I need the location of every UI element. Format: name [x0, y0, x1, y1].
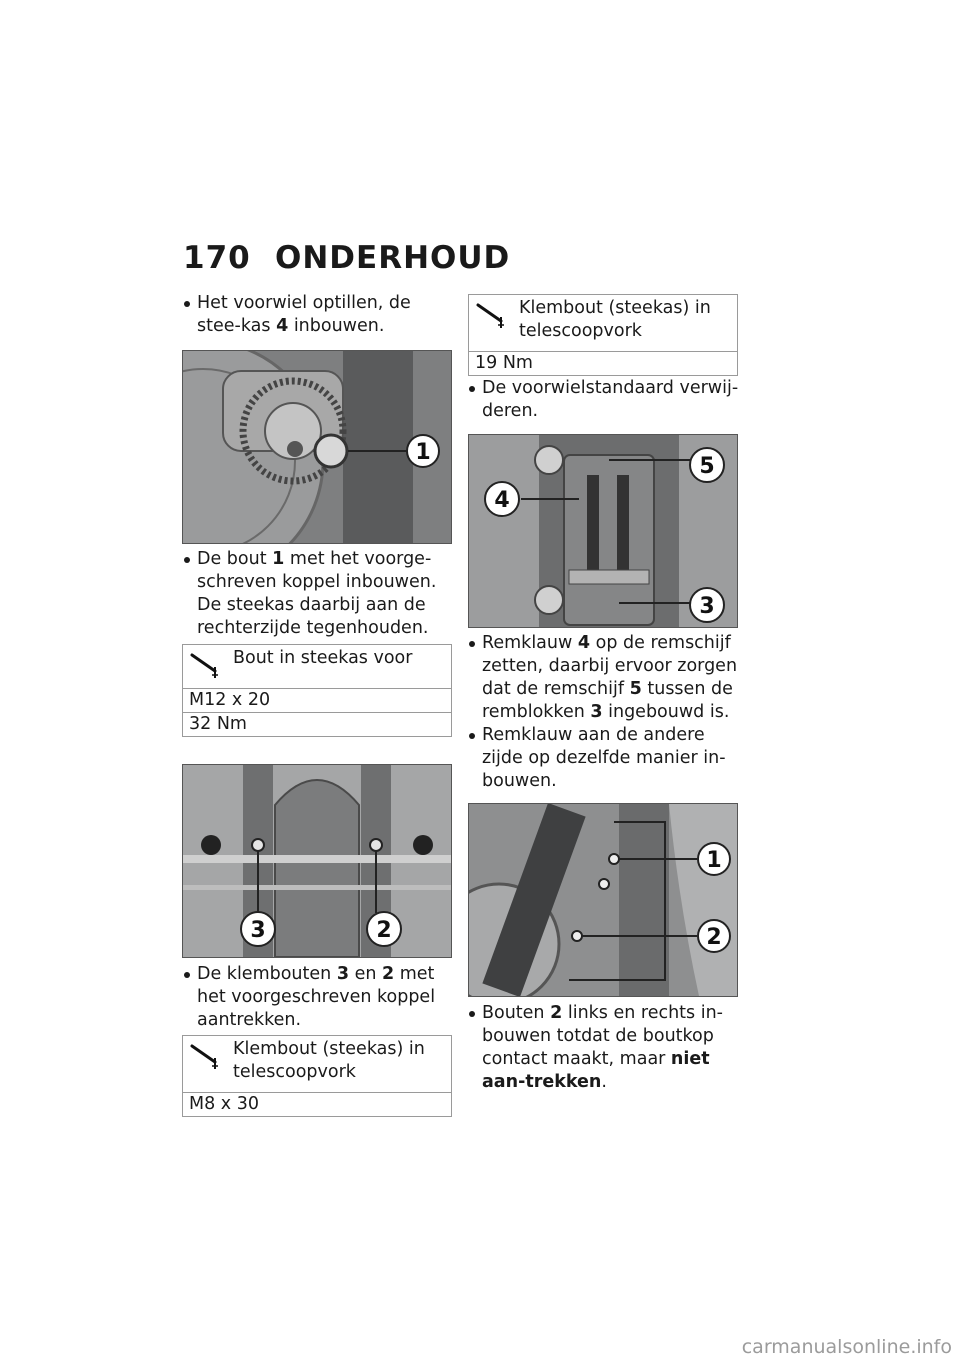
callout-label: 3 — [699, 594, 715, 619]
instruction-bullet: Het voorwiel optillen, de stee-kas 4 inbouwen. — [183, 292, 455, 338]
page-title: ONDERHOUD — [275, 240, 511, 276]
torque-spec-table — [182, 644, 452, 737]
figure-fork-bolts — [468, 803, 738, 997]
figure-axle-bolt — [182, 350, 452, 544]
wrench-icon — [189, 1042, 223, 1070]
callout-label: 1 — [706, 848, 722, 873]
torque-spec-table — [468, 294, 738, 376]
spec-torque: 19 Nm — [475, 353, 533, 373]
torque-spec-table — [182, 1035, 452, 1117]
instruction-bullet: Remklauw aan de andere zijde op dezelfde manier in-bouwen. — [468, 724, 740, 793]
callout-label: 4 — [494, 488, 510, 513]
spec-size: M12 x 20 — [183, 689, 451, 713]
page-number: 170 — [183, 240, 251, 276]
spec-title: Bout in steekas voor — [233, 648, 413, 668]
wrench-icon — [189, 651, 223, 679]
spec-size: M8 x 30 — [189, 1094, 259, 1114]
figure-clamp-bolts — [182, 764, 452, 958]
instruction-bullet: Bouten 2 links en rechts in-bouwen totdat de boutkop contact maakt, maar niet aan-trekken. — [468, 1002, 740, 1094]
callout-label: 3 — [250, 918, 266, 943]
callout-label: 2 — [706, 925, 722, 950]
spec-title: Klembout (steekas) in telescoopvork — [233, 1039, 425, 1082]
figure-brake-caliper — [468, 434, 738, 628]
callout-label: 2 — [376, 918, 392, 943]
wrench-icon — [475, 301, 509, 329]
callout-label: 1 — [415, 440, 431, 465]
instruction-bullet: De bout 1 met het voorge-schreven koppel inbouwen. De steekas daarbij aan de rechterzijde tegenhouden. — [183, 548, 455, 640]
spec-torque: 32 Nm — [189, 714, 247, 734]
callout-label: 5 — [699, 454, 715, 479]
instruction-bullet: Remklauw 4 op de remschijf zetten, daarbij ervoor zorgen dat de remschijf 5 tussen de remblokken 3 ingebouwd is. — [468, 632, 740, 724]
instruction-bullet: De voorwielstandaard verwij-deren. — [468, 377, 740, 423]
watermark: carmanualsonline.info — [741, 1336, 952, 1358]
spec-title: Klembout (steekas) in telescoopvork — [519, 298, 711, 341]
page-header — [183, 240, 510, 276]
instruction-bullet: De klembouten 3 en 2 met het voorgeschreven koppel aantrekken. — [183, 963, 455, 1032]
